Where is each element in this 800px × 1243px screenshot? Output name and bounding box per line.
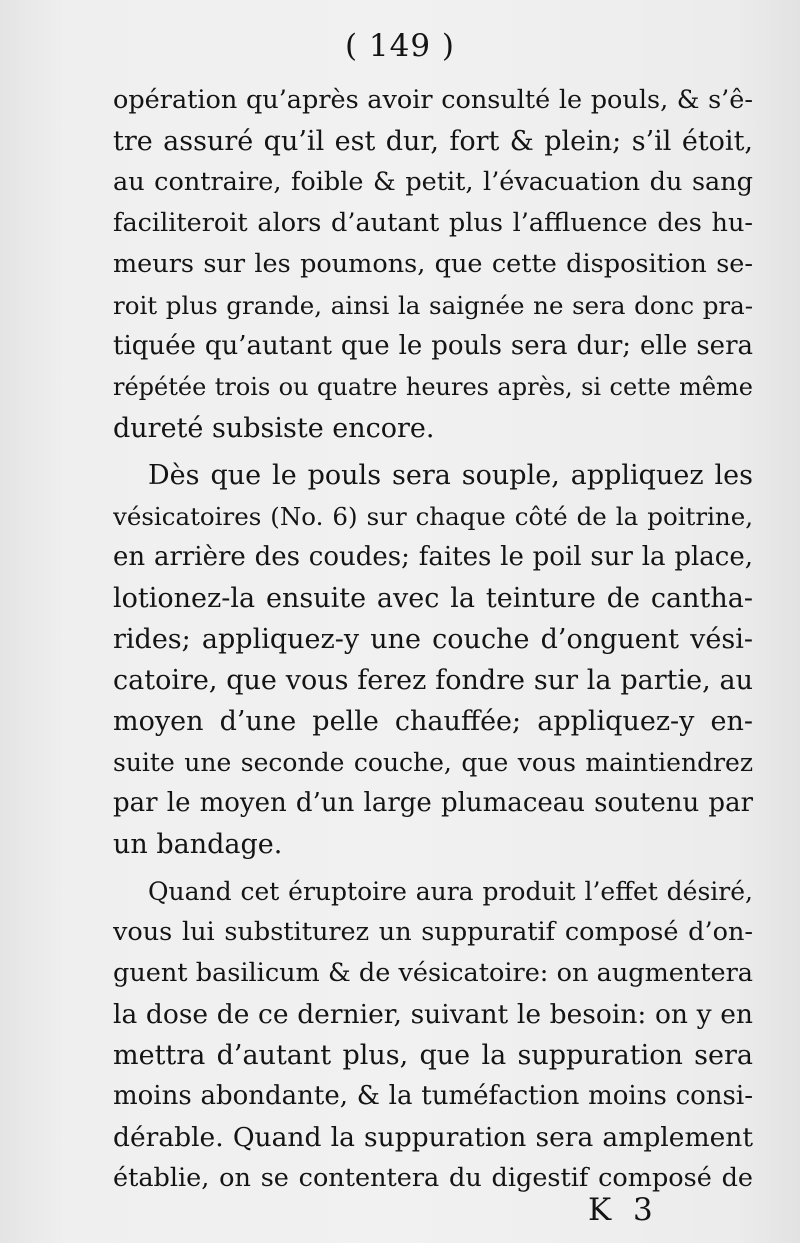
text-line: lotionez-la ensuite avec la teinture de cantha- <box>113 583 753 614</box>
page-number: ( 149 ) <box>344 28 456 64</box>
text-line: vous lui substiturez un suppuratif composé d’on- <box>113 917 753 947</box>
body-text <box>113 80 753 1199</box>
text-line: dérable. Quand la suppuration sera amplement <box>113 1122 753 1153</box>
text-line: vésicatoires (No. 6) sur chaque côté de la poitrine, <box>113 502 753 531</box>
text-line: par le moyen d’un large plumaceau soutenu par <box>113 788 753 818</box>
text-line: opération qu’après avoir consulté le pouls, & s’ê- <box>113 85 753 115</box>
text-line: répétée trois ou quatre heures après, si cette même <box>113 373 753 401</box>
text-line: meurs sur les poumons, que cette disposition se- <box>113 249 753 279</box>
text-line: moins abondante, & la tuméfaction moins consi- <box>113 1081 753 1111</box>
text-line: dureté subsiste encore. <box>113 413 435 444</box>
text-line: mettra d’autant plus, que la suppuration sera <box>113 1040 753 1071</box>
text-line: roit plus grande, ainsi la saignée ne sera donc pra- <box>113 291 753 320</box>
text-line: catoire, que vous ferez fondre sur la partie, au <box>113 665 753 696</box>
text-line: un bandage. <box>113 829 283 860</box>
text-line: moyen d’une pelle chauffée; appliquez-y en- <box>113 706 753 737</box>
text-line: en arrière des coudes; faites le poil sur la place, <box>113 542 753 572</box>
paragraph <box>113 80 753 449</box>
text-line: tiquée qu’autant que le pouls sera dur; elle sera <box>113 331 753 361</box>
signature-mark: K 3 <box>588 1192 659 1228</box>
paragraph <box>113 455 753 865</box>
paragraph <box>113 871 753 1199</box>
text-line: Quand cet éruptoire aura produit l’effet désiré, <box>148 877 753 906</box>
text-line: suite une seconde couche, que vous maintiendrez <box>113 748 753 777</box>
text-line: au contraire, foible & petit, l’évacuation du sang <box>113 167 753 197</box>
text-line: établie, on se contentera du digestif composé de <box>113 1163 753 1193</box>
text-line: la dose de ce dernier, suivant le besoin: on y en <box>113 999 753 1030</box>
text-line: faciliteroit alors d’autant plus l’affluence des hu- <box>113 208 753 238</box>
text-line: Dès que le pouls sera souple, appliquez les <box>148 460 753 491</box>
text-line: tre assuré qu’il est dur, fort & plein; s’il étoit, <box>113 126 753 157</box>
text-line: rides; appliquez-y une couche d’onguent vési- <box>113 624 753 655</box>
text-line: guent basilicum & de vésicatoire: on augmentera <box>113 958 753 988</box>
